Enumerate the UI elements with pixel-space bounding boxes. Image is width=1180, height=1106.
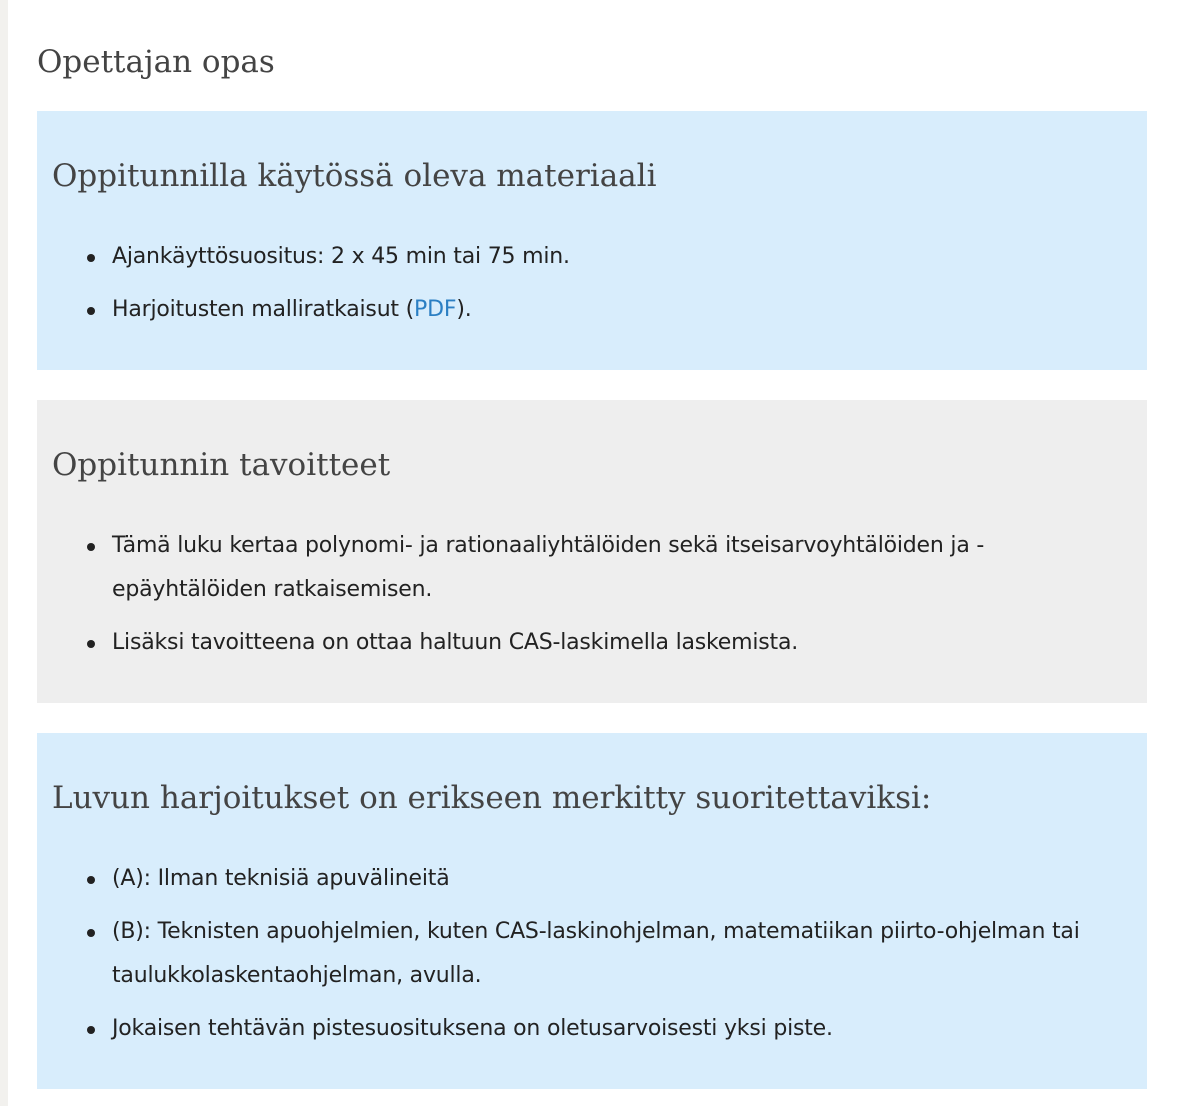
- materials-section: [37, 111, 1147, 370]
- goals-list: [37, 524, 1125, 674]
- list-item: [112, 235, 1125, 279]
- teacher-guide-page: [8, 0, 1180, 1106]
- solutions-pdf-link[interactable]: PDF: [414, 297, 457, 322]
- points-recommendation-text: Jokaisen tehtävän pistesuosituksena on oletusarvoisesti yksi piste.: [112, 1016, 833, 1041]
- list-item: [112, 621, 1125, 665]
- list-item: [112, 288, 1125, 332]
- exercises-section: [37, 733, 1147, 1089]
- materials-list: [37, 235, 1125, 341]
- exercises-list: [37, 857, 1125, 1060]
- solutions-prefix-text: Harjoitusten malliratkaisut (: [112, 297, 415, 322]
- list-item: [112, 910, 1125, 998]
- list-item: [112, 524, 1125, 612]
- solutions-suffix-text: ).: [456, 297, 472, 322]
- goals-section: [37, 400, 1147, 703]
- exercise-type-b-text: (B): Teknisten apuohjelmien, kuten CAS-laskinohjelman, matematiikan piirto-ohjelman tai taulukkolaskentaohjelman, avulla.: [112, 919, 1080, 988]
- list-item: [112, 1007, 1125, 1051]
- goal-text: Tämä luku kertaa polynomi- ja rationaaliyhtälöiden sekä itseisarvoyhtälöiden ja -epäyhtälöiden ratkaisemisen.: [112, 533, 985, 602]
- exercises-heading: Luvun harjoitukset on erikseen merkitty suoritettaviksi:: [52, 780, 932, 816]
- goal-text: Lisäksi tavoitteena on ottaa haltuun CAS-laskimella laskemista.: [112, 630, 799, 655]
- time-recommendation-text: Ajankäyttösuositus: 2 x 45 min tai 75 min.: [112, 244, 570, 269]
- page-title: Opettajan opas: [37, 44, 275, 80]
- list-item: [112, 857, 1125, 901]
- materials-heading: Oppitunnilla käytössä oleva materiaali: [52, 158, 657, 194]
- exercise-type-a-text: (A): Ilman teknisiä apuvälineitä: [112, 866, 450, 891]
- goals-heading: Oppitunnin tavoitteet: [52, 447, 391, 483]
